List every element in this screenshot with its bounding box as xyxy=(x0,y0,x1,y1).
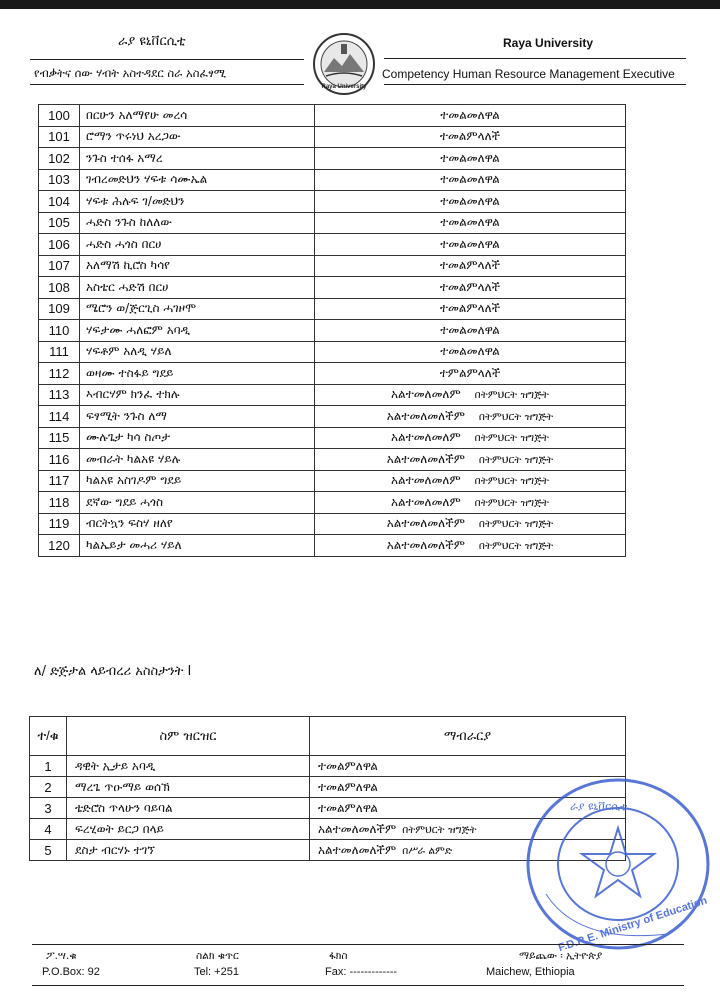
table-row xyxy=(39,320,626,342)
row-number: 118 xyxy=(39,492,80,514)
row-number: 110 xyxy=(39,320,80,342)
row-name: ሜሮን ወ/ጅርጊስ ሓገዞሞ xyxy=(80,298,315,320)
row-number: 4 xyxy=(30,819,67,840)
row-status xyxy=(315,191,626,213)
header-rule-left-top xyxy=(30,59,304,60)
row-name: ሮማን ጥሩነህ አረጋው xyxy=(80,126,315,148)
row-number: 119 xyxy=(39,513,80,535)
row-name: ፍፃሚት ንጉስ ለማ xyxy=(80,406,315,428)
header-amharic-office: የብቃትና ሰው ሃብት አስተዳደር ስራ አስፈፃሚ xyxy=(34,66,227,80)
row-name: ዳዊት ኢታይ አባዲ xyxy=(67,756,310,777)
table-row xyxy=(39,255,626,277)
header-amharic-university: ራያ ዩኒቨርሲቲ xyxy=(118,34,186,49)
header-name: ስም ዝርዝር xyxy=(67,717,310,756)
table-row xyxy=(39,427,626,449)
status-text: አልተመለመለችም xyxy=(386,516,465,531)
row-status xyxy=(315,255,626,277)
row-number: 3 xyxy=(30,798,67,819)
status-reason: በትምህርት ዝግጅት xyxy=(478,539,554,552)
row-status xyxy=(315,234,626,256)
row-name: ካልአዩ አስገዶም ግደይ xyxy=(80,470,315,492)
header-rule-left-bottom xyxy=(30,84,304,85)
logo-lettering: Raya University xyxy=(321,84,367,90)
status-text: ተመልምላለች xyxy=(439,129,501,144)
table-row xyxy=(39,277,626,299)
row-name: ኣብርሃም ክንፈ ተክሉ xyxy=(80,384,315,406)
row-name: ደስታ ብርሃኑ ተገኘ xyxy=(67,840,310,861)
row-number: 2 xyxy=(30,777,67,798)
footer-pobox-amharic: ፖ.ሣ.ቁ xyxy=(46,950,77,962)
section-title: ለ/ ድጅታል ላይብረሪ አስስታንት I xyxy=(34,664,192,679)
status-reason: በትምህርት ዝግጅት xyxy=(478,518,554,531)
status-reason: በትምህርት ዝግጅት xyxy=(478,410,554,423)
table-row xyxy=(39,513,626,535)
row-status xyxy=(315,470,626,492)
table-row xyxy=(39,191,626,213)
row-number: 114 xyxy=(39,406,80,428)
table-row xyxy=(39,406,626,428)
footer-pobox: P.O.Box: 92 xyxy=(42,966,100,978)
scan-top-edge xyxy=(0,0,720,9)
status-reason: በትምህርት ዝግጅት xyxy=(474,389,550,402)
footer-fax-amharic: ፋክስ xyxy=(329,950,348,962)
status-text: ተመልመለዋል xyxy=(440,215,500,230)
row-name: መብራት ካልአዩ ሃይሉ xyxy=(80,449,315,471)
row-number: 115 xyxy=(39,427,80,449)
footer-fax: Fax: ------------- xyxy=(325,966,398,978)
row-name: በርሁን አለማየሁ መረሳ xyxy=(80,105,315,127)
row-number: 112 xyxy=(39,363,80,385)
row-status xyxy=(315,449,626,471)
table-row xyxy=(39,234,626,256)
row-name: ሃፍቶም አለዲ ሃይለ xyxy=(80,341,315,363)
status-reason: በትምህርት ዝግጅት xyxy=(478,453,554,466)
row-name: ብርትኳን ፍስሃ ዘለየ xyxy=(80,513,315,535)
footer-tel: Tel: +251 xyxy=(194,966,239,978)
row-number: 113 xyxy=(39,384,80,406)
status-reason: በትምህርት ዝግጅት xyxy=(474,432,550,445)
row-number: 120 xyxy=(39,535,80,557)
row-status xyxy=(315,277,626,299)
row-name: ወዛሙ ተስፋይ ግደይ xyxy=(80,363,315,385)
row-name: ንጉስ ተሰፋ አማረ xyxy=(80,148,315,170)
row-name: ደኛው ግደይ ሓጎስ xyxy=(80,492,315,514)
row-status xyxy=(315,298,626,320)
status-text: ተመልምለዋል xyxy=(318,779,378,794)
row-name: ሙሉጌታ ካሳ ስጦታ xyxy=(80,427,315,449)
row-status xyxy=(315,320,626,342)
table-row xyxy=(39,449,626,471)
row-number: 102 xyxy=(39,148,80,170)
row-status xyxy=(315,427,626,449)
row-name: ፍረሂወት ይርጋ በላይ xyxy=(67,819,310,840)
status-text: አልተመለመለችም xyxy=(386,451,465,466)
status-text: ተመልመለዋል xyxy=(440,107,500,122)
status-reason: በትምህርት ዝግጅት xyxy=(402,823,477,836)
row-number: 100 xyxy=(39,105,80,127)
status-text: ተመልምለዋል xyxy=(318,800,378,815)
header-rule-right-bottom xyxy=(384,84,686,85)
row-status xyxy=(315,384,626,406)
row-number: 109 xyxy=(39,298,80,320)
row-status xyxy=(315,105,626,127)
status-text: አልተመለመለም xyxy=(390,473,461,488)
row-number: 116 xyxy=(39,449,80,471)
table-row xyxy=(39,212,626,234)
table-header-row xyxy=(30,717,626,756)
status-text: ተመልመለዋል xyxy=(440,193,500,208)
table-row xyxy=(39,492,626,514)
header-english-university: Raya University xyxy=(503,36,594,50)
table-row xyxy=(39,470,626,492)
footer-city-amharic: ማይጨው ፡ ኢትዮጵያ xyxy=(519,950,603,962)
status-text: ተመልምለዋል xyxy=(318,758,378,773)
status-text: ተመልምላለች xyxy=(439,301,501,316)
row-name: ሃፍቱ ሕሉፍ ገ/መድህን xyxy=(80,191,315,213)
row-number: 117 xyxy=(39,470,80,492)
table-row xyxy=(39,384,626,406)
header-remark: ማብራርያ xyxy=(310,717,626,756)
stamp-english-text: F.D.R.E. Ministry of Education xyxy=(556,894,709,954)
row-number: 106 xyxy=(39,234,80,256)
row-status xyxy=(315,363,626,385)
row-status xyxy=(315,406,626,428)
row-status xyxy=(315,341,626,363)
status-text: ተመልመለዋል xyxy=(440,236,500,251)
row-number: 111 xyxy=(39,341,80,363)
table-row xyxy=(39,105,626,127)
status-text: አልተመለመለም xyxy=(390,430,461,445)
row-status xyxy=(315,212,626,234)
status-reason: በሥራ ልምድ xyxy=(402,844,453,857)
footer-tel-amharic: ስልክ ቁጥር xyxy=(196,950,239,962)
footer-city: Maichew, Ethiopia xyxy=(486,966,575,978)
table-row xyxy=(39,148,626,170)
status-text: ተመልምላለች xyxy=(439,279,501,294)
status-text: ተመልምላለች xyxy=(439,258,501,273)
row-number: 5 xyxy=(30,840,67,861)
status-text: አልተመለመለም xyxy=(390,387,461,402)
header-number: ተ/ቁ xyxy=(30,717,67,756)
status-text: አልተመለመለችም xyxy=(386,408,465,423)
table-row xyxy=(39,298,626,320)
row-status xyxy=(315,535,626,557)
row-name: ማረጌ ጥዑማይ ወሰኽ xyxy=(67,777,310,798)
header-english-office: Competency Human Resource Management Executive xyxy=(382,67,675,81)
row-name: ካልኤይታ መሓሪ ሃይለ xyxy=(80,535,315,557)
status-text: ተመልመለዋል xyxy=(440,172,500,187)
row-name: አስቴር ሓድሽ በርሀ xyxy=(80,277,315,299)
row-number: 108 xyxy=(39,277,80,299)
row-name: ሃፍታሙ ሓለፎም አባዲ xyxy=(80,320,315,342)
table-row xyxy=(39,169,626,191)
results-table xyxy=(38,104,626,557)
row-number: 104 xyxy=(39,191,80,213)
header-rule-right-top xyxy=(384,58,686,59)
row-name: ገብረመድህን ሃፍቱ ሳሙኤል xyxy=(80,169,315,191)
row-status xyxy=(315,148,626,170)
row-status xyxy=(315,169,626,191)
status-text: ተመልመለዋል xyxy=(440,322,500,337)
status-text: አልተመለመለችም xyxy=(386,537,465,552)
ministry-stamp xyxy=(518,774,714,954)
status-reason: በትምህርት ዝግጅት xyxy=(474,475,550,488)
footer-rule-bottom xyxy=(32,985,684,986)
row-name: ቴድሮስ ጥላሁን ባይባል xyxy=(67,798,310,819)
row-number: 1 xyxy=(30,756,67,777)
status-text: አልተመለመለችም xyxy=(318,821,397,836)
row-number: 103 xyxy=(39,169,80,191)
footer-rule xyxy=(32,944,684,945)
table-row xyxy=(39,535,626,557)
row-status xyxy=(315,513,626,535)
row-name: ሓድስ ንጉስ ከለለው xyxy=(80,212,315,234)
status-text: ተምልምላለች xyxy=(439,365,501,380)
row-name: አለማሽ ኪሮስ ካሳየ xyxy=(80,255,315,277)
status-text: ተመልመለዋል xyxy=(440,150,500,165)
row-number: 101 xyxy=(39,126,80,148)
row-number: 107 xyxy=(39,255,80,277)
row-status xyxy=(315,492,626,514)
row-number: 105 xyxy=(39,212,80,234)
status-text: አልተመለመለም xyxy=(390,494,461,509)
status-text: ተመልመለዋል xyxy=(440,344,500,359)
status-reason: በትምህርት ዝግጅት xyxy=(474,496,550,509)
table-row xyxy=(39,341,626,363)
table-row xyxy=(39,363,626,385)
row-status xyxy=(315,126,626,148)
table-row xyxy=(39,126,626,148)
university-logo xyxy=(312,32,376,96)
row-name: ሓድስ ሓጎስ በርሀ xyxy=(80,234,315,256)
stamp-amharic-text: ራያ ዩኒቨርሲቲ xyxy=(570,800,628,813)
status-text: አልተመለመለችም xyxy=(318,842,397,857)
